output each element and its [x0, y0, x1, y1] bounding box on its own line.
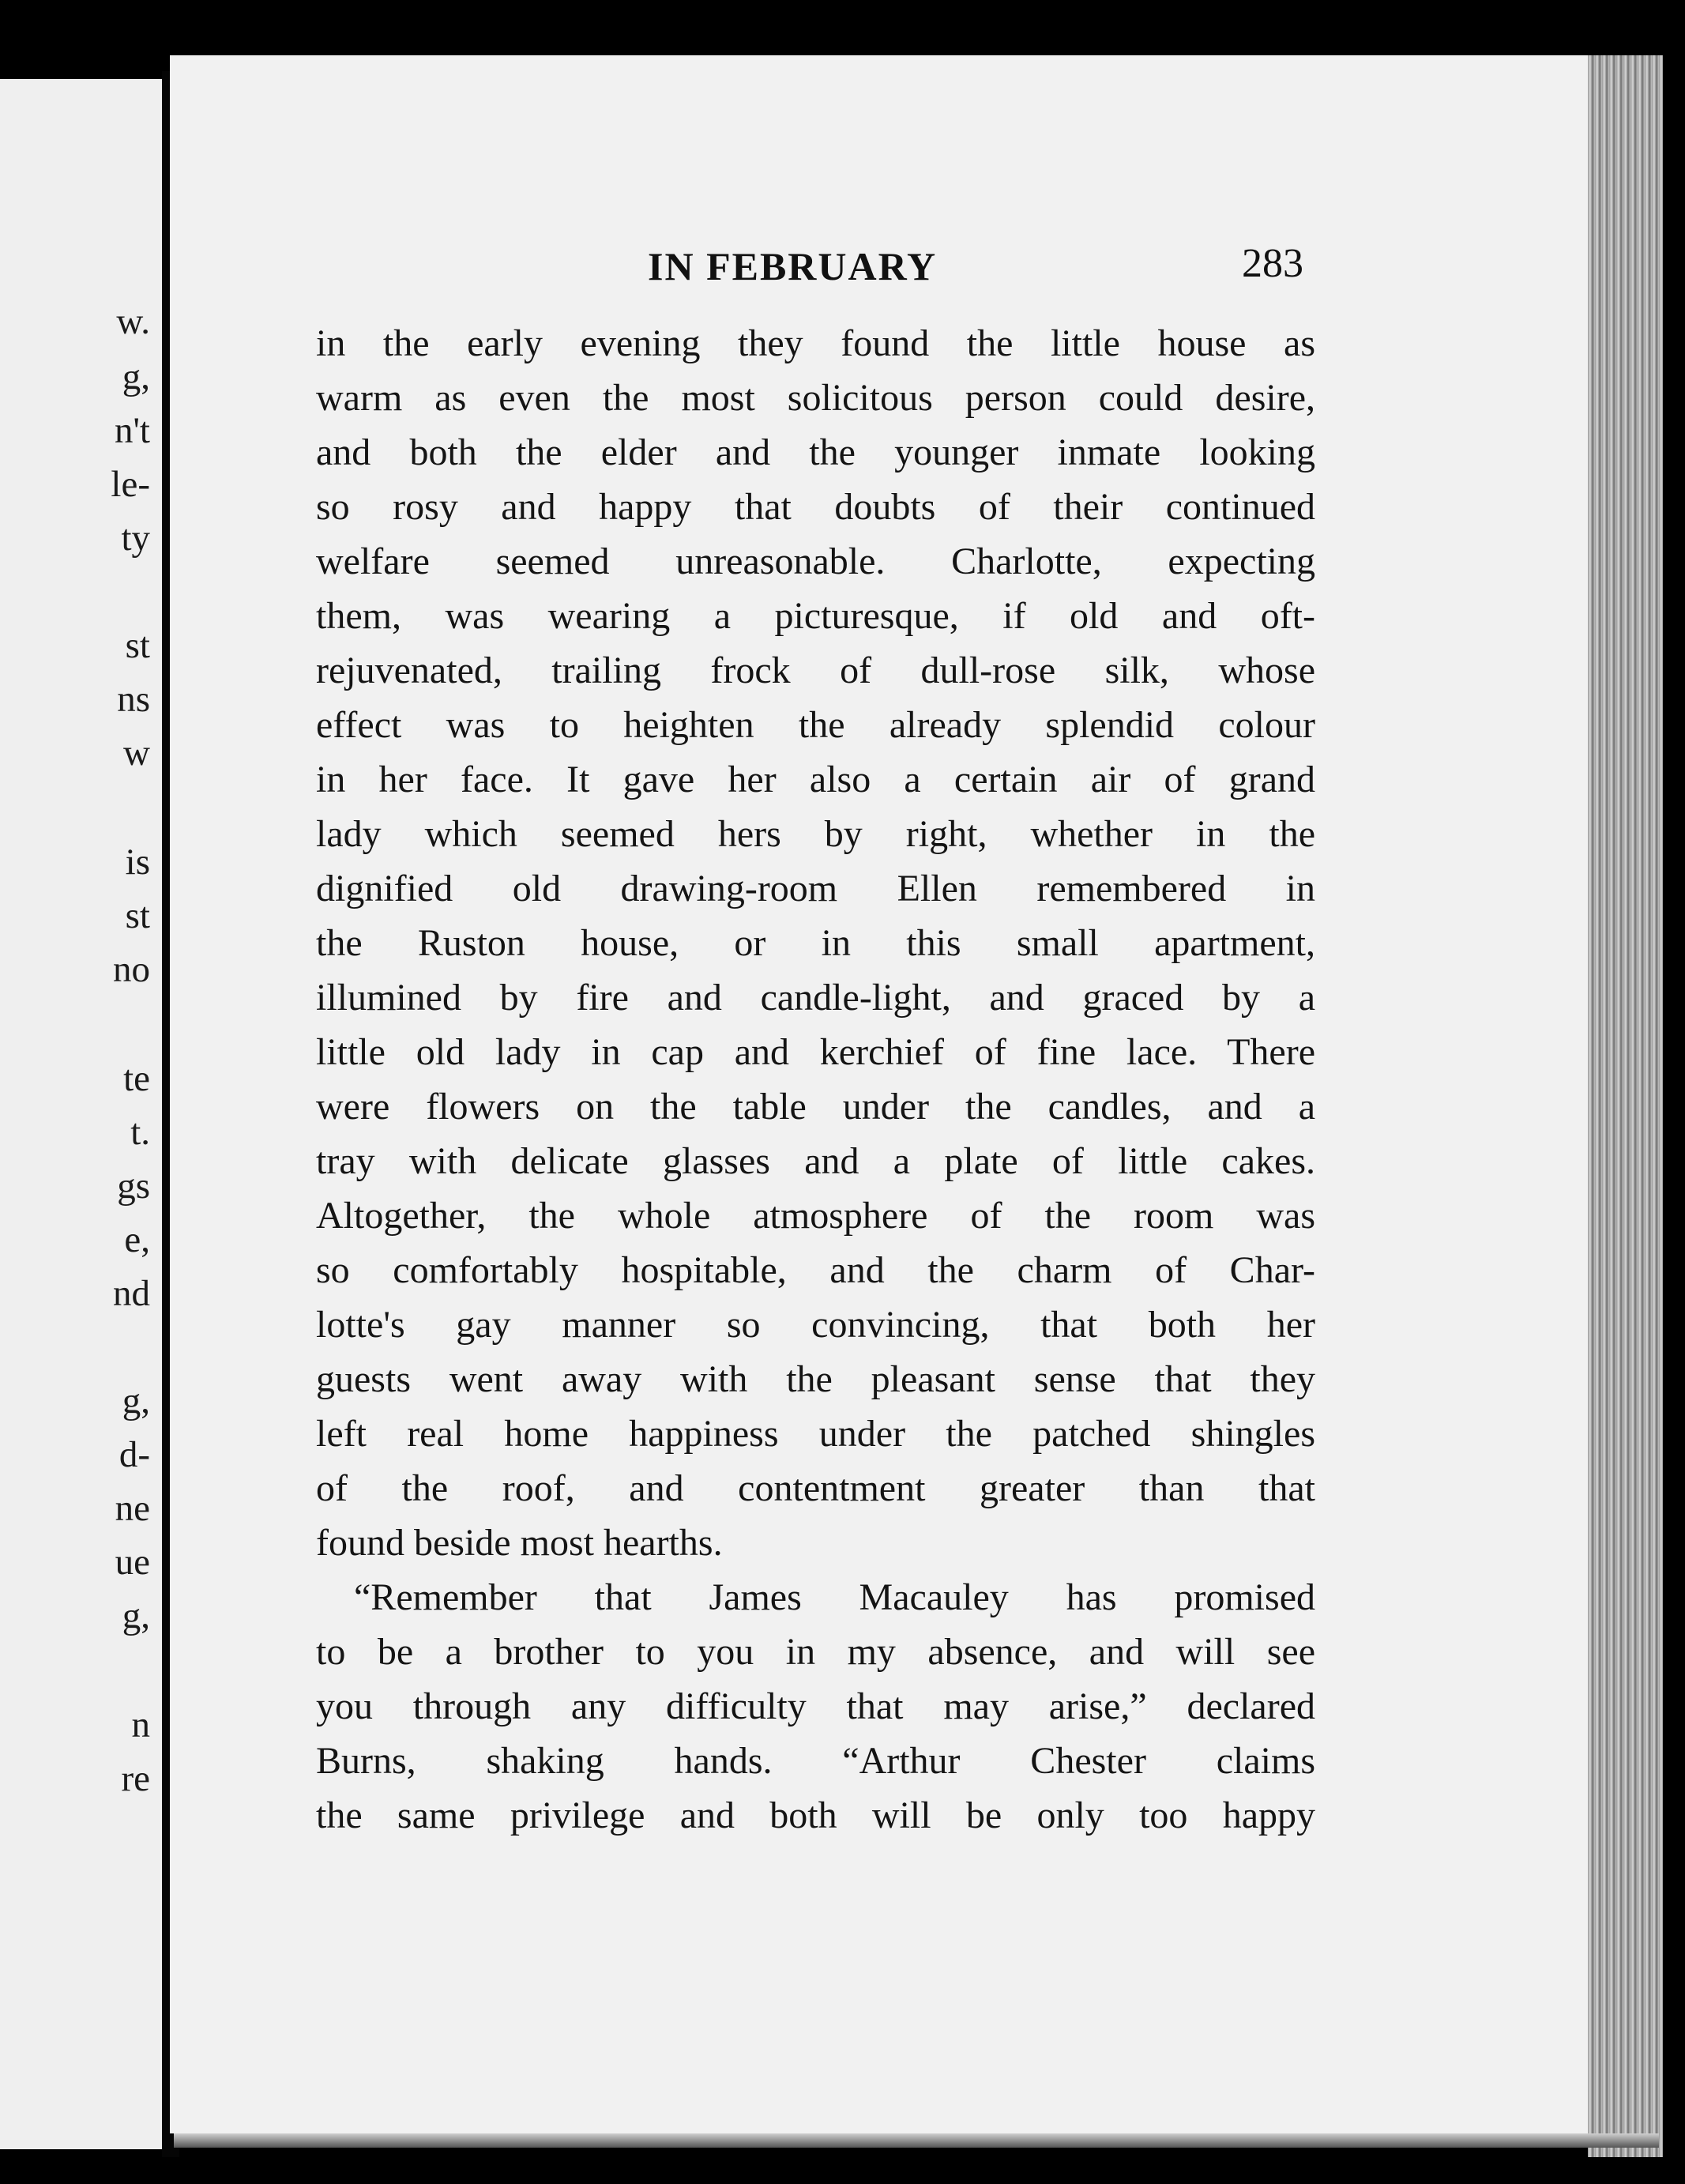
left-fragment: g, — [122, 356, 150, 397]
left-fragment: w. — [116, 301, 150, 342]
text-line: the same privilege and both will be only too happy — [316, 1794, 1315, 1836]
text-line: in the early evening they found the little house as — [316, 322, 1315, 364]
body-text — [316, 316, 1315, 1843]
left-fragment: ty — [121, 518, 150, 559]
page-edges — [1588, 55, 1663, 2157]
left-fragment: ns — [117, 679, 150, 720]
left-fragment: le- — [111, 464, 150, 505]
text-line: the Ruston house, or in this small apartment, — [316, 922, 1315, 964]
text-line: guests went away with the pleasant sense that they — [316, 1358, 1315, 1400]
left-fragment: no — [113, 949, 150, 990]
text-line: found beside most hearths. — [316, 1522, 723, 1564]
left-fragment: n't — [114, 410, 150, 451]
text-line: them, was wearing a picturesque, if old and oft- — [316, 595, 1315, 637]
text-line: welfare seemed unreasonable. Charlotte, expecting — [316, 540, 1315, 582]
left-fragment: d- — [118, 1434, 150, 1475]
text-line: dignified old drawing-room Ellen remembered in — [316, 868, 1315, 909]
text-line: tray with delicate glasses and a plate of little cakes. — [316, 1140, 1315, 1182]
left-fragment: t. — [130, 1112, 150, 1153]
left-fragment: n — [131, 1704, 150, 1745]
left-fragment: st — [125, 895, 150, 936]
text-line: were flowers on the table under the candles, and a — [316, 1086, 1315, 1128]
left-fragment: g, — [122, 1595, 150, 1636]
left-fragment: st — [125, 625, 150, 666]
text-line: lady which seemed hers by right, whether in the — [316, 813, 1315, 855]
text-line: of the roof, and contentment greater than that — [316, 1467, 1315, 1509]
text-line: illumined by fire and candle-light, and graced by a — [316, 977, 1315, 1019]
left-fragment: w — [123, 732, 150, 774]
text-line: left real home happiness under the patched shingles — [316, 1413, 1315, 1455]
text-line: warm as even the most solicitous person could desire, — [316, 377, 1315, 419]
left-fragment: nd — [113, 1273, 150, 1314]
running-title: IN FEBRUARY — [648, 244, 938, 288]
text-line: Burns, shaking hands. “Arthur Chester claims — [316, 1740, 1315, 1782]
text-line: and both the elder and the younger inmate looking — [316, 431, 1315, 473]
text-line: to be a brother to you in my absence, and will see — [316, 1631, 1315, 1673]
page-number: 283 — [1242, 241, 1303, 286]
text-line: rejuvenated, trailing frock of dull-rose silk, whose — [316, 650, 1315, 691]
text-line: so rosy and happy that doubts of their continued — [316, 486, 1315, 528]
text-line: lotte's gay manner so convincing, that both her — [316, 1304, 1315, 1346]
text-line: “Remember that James Macauley has promised — [354, 1576, 1315, 1618]
left-fragment: is — [125, 842, 150, 883]
text-line: effect was to heighten the already splendid colour — [316, 704, 1315, 746]
left-fragment: re — [121, 1758, 150, 1799]
page-header — [316, 237, 1303, 300]
text-line: Altogether, the whole atmosphere of the room was — [316, 1195, 1315, 1237]
text-line: little old lady in cap and kerchief of fine lace. There — [316, 1031, 1315, 1073]
left-fragment: ne — [115, 1488, 150, 1529]
page-bottom-edge — [174, 2133, 1659, 2148]
text-line: you through any difficulty that may arise,” declared — [316, 1685, 1315, 1727]
left-fragment: gs — [117, 1165, 150, 1207]
left-fragment: e, — [124, 1219, 150, 1260]
left-fragment: ue — [115, 1542, 150, 1583]
left-fragment: te — [123, 1058, 150, 1099]
left-fragment: g, — [122, 1380, 150, 1421]
text-line: in her face. It gave her also a certain air of grand — [316, 759, 1315, 800]
text-line: so comfortably hospitable, and the charm of Char- — [316, 1249, 1315, 1291]
